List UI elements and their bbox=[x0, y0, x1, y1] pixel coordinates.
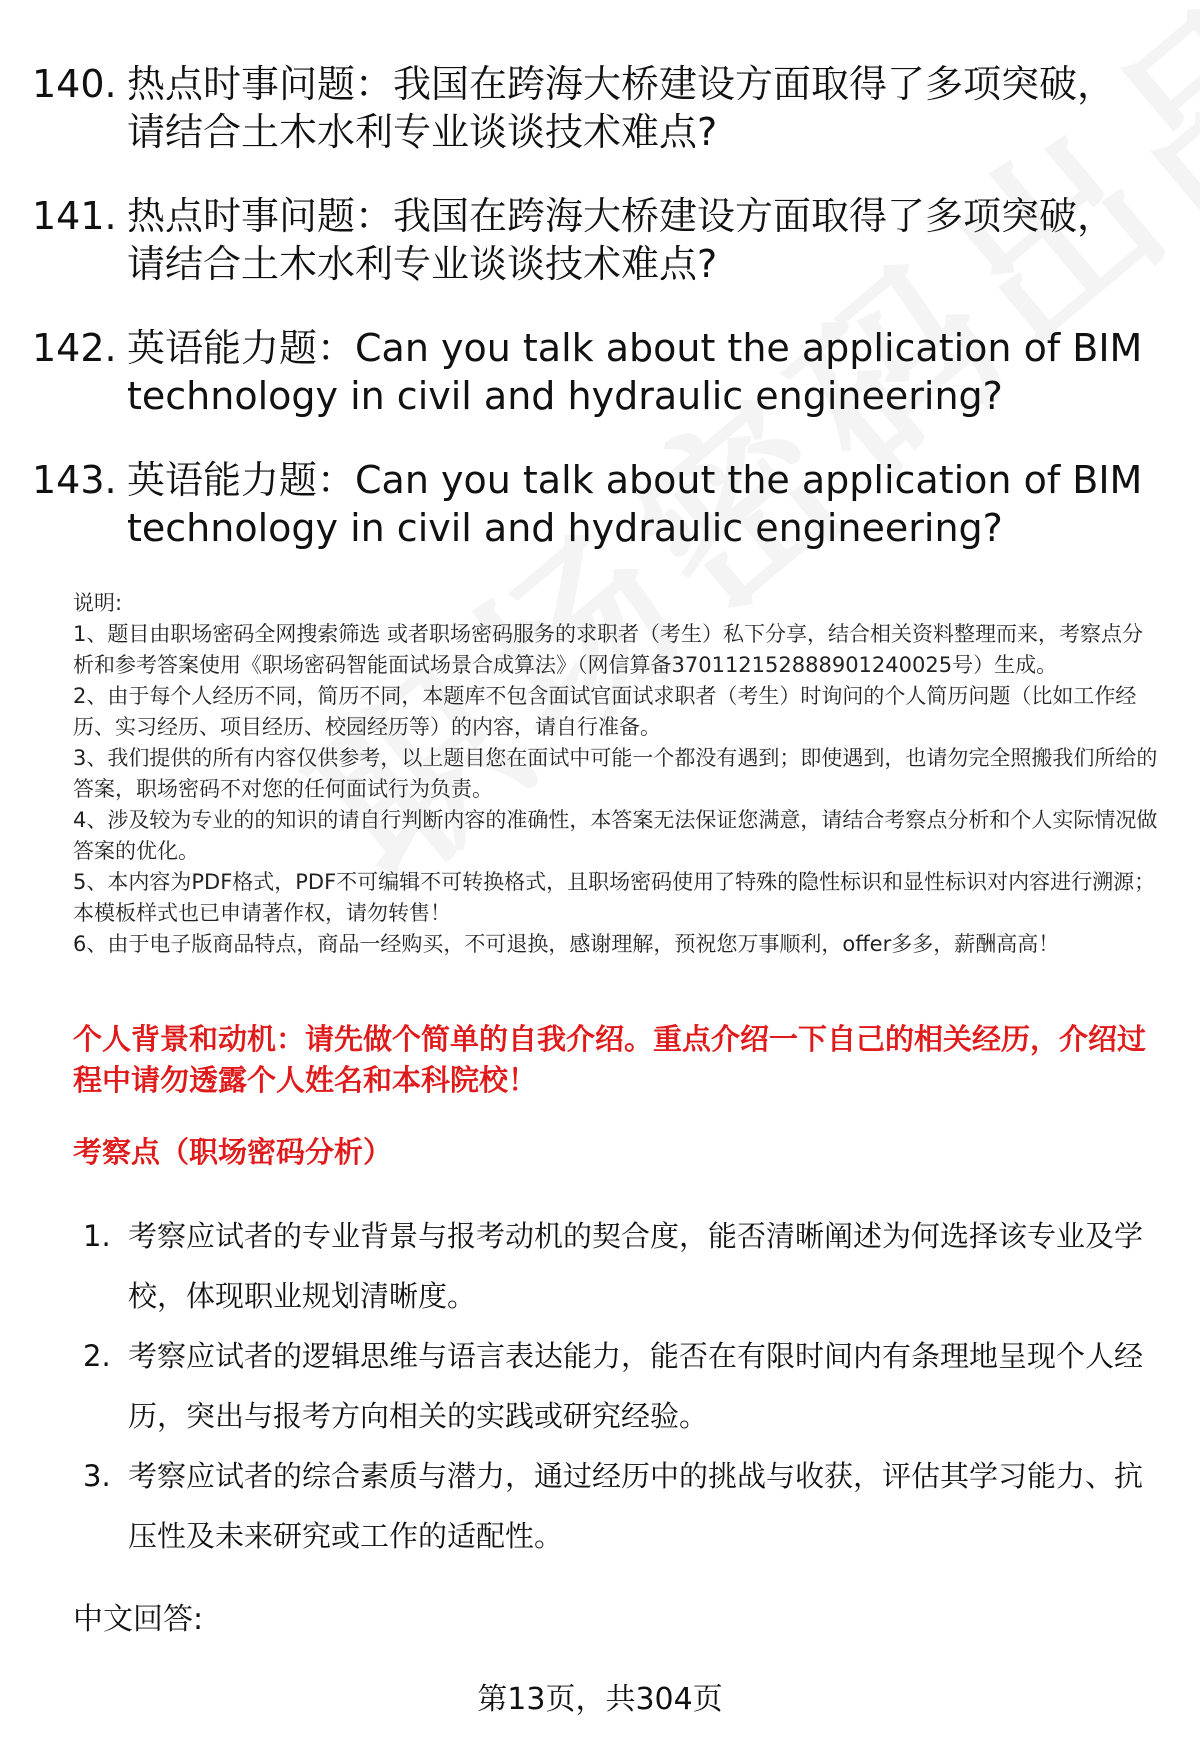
section-subheading: 考察点（职场密码分析） bbox=[73, 1135, 393, 1169]
note-item: 5、本内容为PDF格式，PDF不可编辑不可转换格式，且职场密码使用了特殊的隐性标识和显性标识对内容进行溯源；本模板样式也已申请著作权，请勿转售！ bbox=[73, 870, 1156, 925]
note-item: 3、我们提供的所有内容仅供参考，以上题目您在面试中可能一个都没有遇到；即使遇到，也请勿完全照搬我们所给的答案，职场密码不对您的任何面试行为负责。 bbox=[73, 746, 1158, 801]
question-number: 142. bbox=[32, 326, 117, 370]
note-item: 2、由于每个人经历不同，简历不同，本题库不包含面试官面试求职者（考生）时询问的个人简历问题（比如工作经历、实习经历、项目经历、校园经历等）的内容，请自行准备。 bbox=[73, 684, 1137, 739]
point-text: 考察应试者的综合素质与潜力，通过经历中的挑战与收获，评估其学习能力、抗压性及未来研究或工作的适配性。 bbox=[128, 1459, 1144, 1553]
assessment-points bbox=[83, 1206, 1163, 1566]
list-item bbox=[83, 1326, 1163, 1446]
point-text: 考察应试者的逻辑思维与语言表达能力，能否在有限时间内有条理地呈现个人经历，突出与报考方向相关的实践或研究经验。 bbox=[128, 1339, 1144, 1433]
point-number: 2. bbox=[83, 1339, 111, 1373]
question-text: 热点时事问题：我国在跨海大桥建设方面取得了多项突破，请结合土木水利专业谈谈技术难点? bbox=[127, 62, 1116, 154]
question-item bbox=[32, 192, 1152, 288]
question-text: 英语能力题：Can you talk about the application of BIM technology in civil and hydraulic engineering? bbox=[127, 326, 1143, 418]
point-text: 考察应试者的专业背景与报考动机的契合度，能否清晰阐述为何选择该专业及学校，体现职业规划清晰度。 bbox=[128, 1219, 1144, 1313]
page-number: 第13页，共304页 bbox=[477, 1682, 723, 1717]
section-heading: 个人背景和动机：请先做个简单的自我介绍。重点介绍一下自己的相关经历，介绍过程中请勿透露个人姓名和本科院校！ bbox=[73, 1022, 1147, 1097]
question-item bbox=[32, 456, 1152, 552]
question-list bbox=[32, 60, 1152, 588]
question-item bbox=[32, 60, 1152, 156]
note-item: 6、由于电子版商品特点，商品一经购买，不可退换，感谢理解，预祝您万事顺利，offer多多，薪酬高高！ bbox=[73, 932, 1060, 956]
question-item bbox=[32, 324, 1152, 420]
question-number: 143. bbox=[32, 458, 117, 502]
list-item bbox=[83, 1206, 1163, 1326]
question-number: 140. bbox=[32, 62, 117, 106]
point-number: 3. bbox=[83, 1459, 111, 1493]
note-item: 1、题目由职场密码全网搜索筛选 或者职场密码服务的求职者（考生）私下分享，结合相关资料整理而来，考察点分析和参考答案使用《职场密码智能面试场景合成算法》（网信算备370112152888901240025号）生成。 bbox=[73, 622, 1144, 677]
list-item bbox=[83, 1446, 1163, 1566]
question-text: 英语能力题：Can you talk about the application of BIM technology in civil and hydraulic engineering? bbox=[127, 458, 1143, 550]
notes-title: 说明: bbox=[73, 591, 123, 615]
question-number: 141. bbox=[32, 194, 117, 238]
answer-label: 中文回答: bbox=[73, 1602, 204, 1637]
point-number: 1. bbox=[83, 1219, 111, 1253]
question-text: 热点时事问题：我国在跨海大桥建设方面取得了多项突破，请结合土木水利专业谈谈技术难点? bbox=[127, 194, 1116, 286]
note-item: 4、涉及较为专业的的知识的请自行判断内容的准确性，本答案无法保证您满意，请结合考察点分析和个人实际情况做答案的优化。 bbox=[73, 808, 1158, 863]
disclaimer-notes bbox=[73, 588, 1163, 960]
